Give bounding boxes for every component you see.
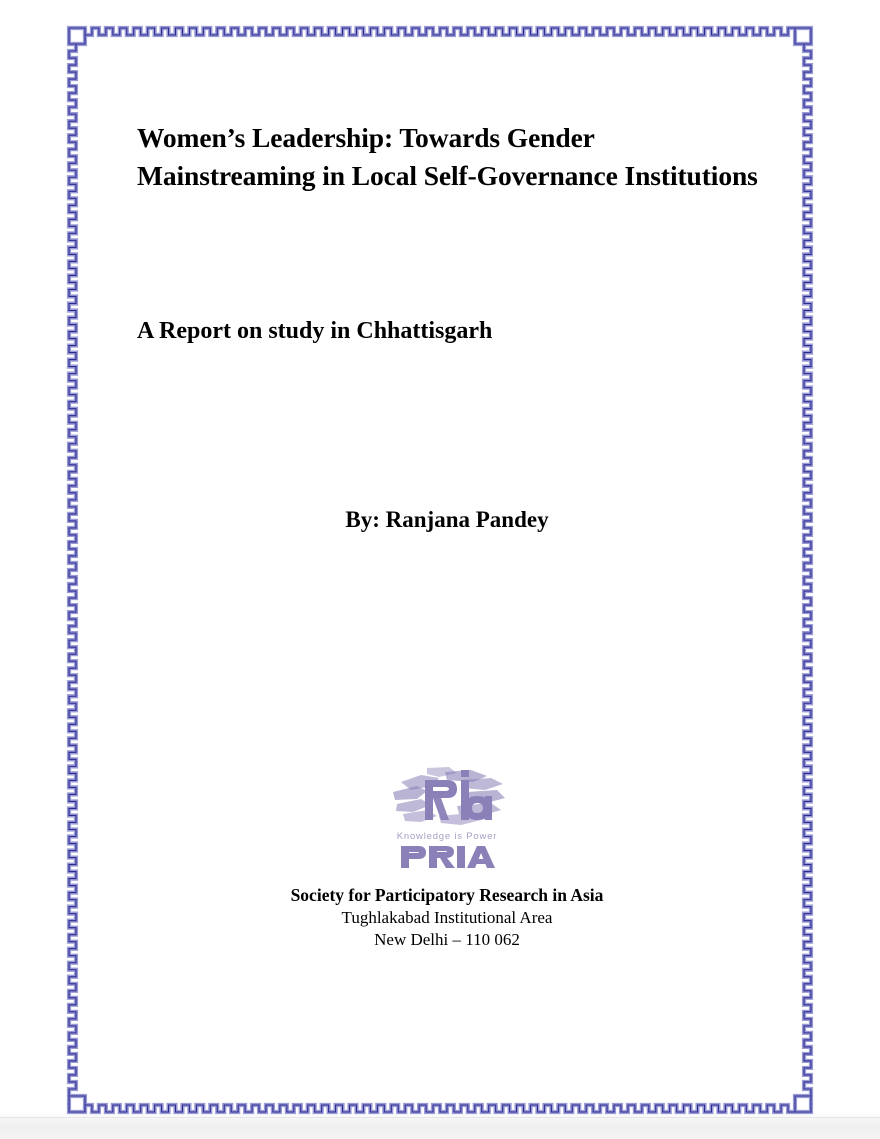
page-title: Women’s Leadership: Towards Gender Mainstreaming in Local Self-Governance Institutions (137, 122, 758, 192)
document-subtitle: A Report on study in Chhattisgarh (137, 317, 493, 344)
author-line: By: Ranjana Pandey (345, 507, 549, 532)
logo-tagline: Knowledge is Power (396, 831, 498, 842)
pria-logo-block (137, 766, 757, 879)
pria-brush-logo-icon (387, 766, 507, 832)
pria-wordmark (137, 844, 757, 879)
publisher-city: New Delhi – 110 062 (374, 930, 520, 949)
publisher-block (137, 884, 757, 951)
cover-content (137, 0, 777, 1113)
page-edge-line (0, 1117, 880, 1118)
publisher-name: Society for Participatory Research in Asia (290, 885, 604, 905)
pria-wordmark-icon (399, 844, 495, 870)
publisher-address: Tughlakabad Institutional Area (341, 908, 553, 927)
